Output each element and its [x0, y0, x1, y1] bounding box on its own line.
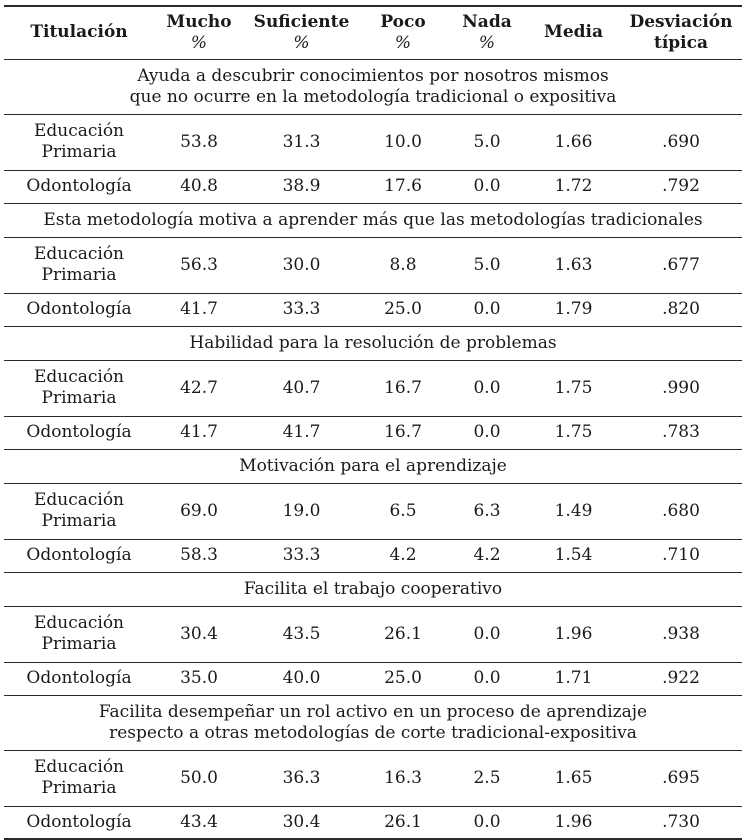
cell-media: 1.71: [527, 662, 620, 695]
header-nada: Nada %: [447, 6, 527, 59]
cell-poco: 4.2: [359, 539, 447, 572]
cell-mucho: 69.0: [154, 483, 244, 539]
header-mucho: Mucho %: [154, 6, 244, 59]
cell-titulacion: Odontología: [4, 170, 154, 203]
cell-mucho: 50.0: [154, 750, 244, 806]
cell-poco: 16.3: [359, 750, 447, 806]
cell-nada: 5.0: [447, 237, 527, 293]
header-desviacion: Desviación típica: [620, 6, 742, 59]
header-media: Media: [527, 6, 620, 59]
table-row: [4, 539, 742, 572]
cell-nada: 0.0: [447, 293, 527, 326]
cell-media: 1.75: [527, 360, 620, 416]
cell-media: 1.75: [527, 416, 620, 449]
header-titulacion: Titulación: [4, 6, 154, 59]
cell-titulacion: Educación Primaria: [4, 750, 154, 806]
cell-media: 1.72: [527, 170, 620, 203]
cell-titulacion: Educación Primaria: [4, 483, 154, 539]
cell-nada: 5.0: [447, 114, 527, 170]
header-suficiente: Suficiente %: [244, 6, 359, 59]
cell-desviacion: .680: [620, 483, 742, 539]
cell-suficiente: 31.3: [244, 114, 359, 170]
cell-nada: 4.2: [447, 539, 527, 572]
percent-sign: %: [190, 32, 208, 53]
group-title: Facilita el trabajo cooperativo: [4, 572, 742, 606]
cell-media: 1.54: [527, 539, 620, 572]
cell-desviacion: .938: [620, 606, 742, 662]
table-row: [4, 237, 742, 293]
cell-suficiente: 41.7: [244, 416, 359, 449]
group-title: Habilidad para la resolución de problemas: [4, 326, 742, 360]
cell-suficiente: 40.0: [244, 662, 359, 695]
cell-poco: 17.6: [359, 170, 447, 203]
cell-titulacion: Educación Primaria: [4, 606, 154, 662]
cell-mucho: 53.8: [154, 114, 244, 170]
cell-suficiente: 38.9: [244, 170, 359, 203]
cell-mucho: 42.7: [154, 360, 244, 416]
table-row: [4, 416, 742, 449]
table-row: [4, 114, 742, 170]
results-table: [4, 5, 742, 840]
cell-suficiente: 33.3: [244, 539, 359, 572]
percent-sign: %: [293, 32, 310, 53]
header-poco: Poco %: [359, 6, 447, 59]
cell-media: 1.96: [527, 606, 620, 662]
table-row: [4, 483, 742, 539]
group-title-row: [4, 695, 742, 750]
cell-titulacion: Educación Primaria: [4, 237, 154, 293]
cell-suficiente: 33.3: [244, 293, 359, 326]
group-title-row: [4, 326, 742, 360]
cell-suficiente: 36.3: [244, 750, 359, 806]
cell-titulacion: Odontología: [4, 806, 154, 839]
table-row: [4, 170, 742, 203]
group-title-row: [4, 572, 742, 606]
cell-titulacion: Odontología: [4, 293, 154, 326]
cell-desviacion: .695: [620, 750, 742, 806]
cell-suficiente: 43.5: [244, 606, 359, 662]
cell-titulacion: Educación Primaria: [4, 360, 154, 416]
cell-desviacion: .710: [620, 539, 742, 572]
percent-sign: %: [478, 32, 496, 53]
cell-mucho: 41.7: [154, 416, 244, 449]
cell-mucho: 35.0: [154, 662, 244, 695]
cell-mucho: 56.3: [154, 237, 244, 293]
cell-poco: 16.7: [359, 360, 447, 416]
percent-sign: %: [394, 32, 412, 53]
cell-desviacion: .922: [620, 662, 742, 695]
table-header: [4, 6, 742, 59]
cell-mucho: 30.4: [154, 606, 244, 662]
cell-poco: 25.0: [359, 662, 447, 695]
cell-media: 1.79: [527, 293, 620, 326]
cell-mucho: 58.3: [154, 539, 244, 572]
cell-desviacion: .783: [620, 416, 742, 449]
cell-poco: 26.1: [359, 606, 447, 662]
cell-mucho: 43.4: [154, 806, 244, 839]
group-title-row: [4, 449, 742, 483]
cell-media: 1.63: [527, 237, 620, 293]
cell-desviacion: .820: [620, 293, 742, 326]
cell-media: 1.96: [527, 806, 620, 839]
cell-poco: 25.0: [359, 293, 447, 326]
cell-poco: 10.0: [359, 114, 447, 170]
cell-poco: 16.7: [359, 416, 447, 449]
cell-suficiente: 30.4: [244, 806, 359, 839]
cell-mucho: 41.7: [154, 293, 244, 326]
cell-desviacion: .690: [620, 114, 742, 170]
group-title: Facilita desempeñar un rol activo en un proceso de aprendizaje respecto a otras metodologías de corte tradicional-expositiva: [4, 695, 742, 750]
table-body: [4, 59, 742, 839]
table-row: [4, 662, 742, 695]
cell-poco: 26.1: [359, 806, 447, 839]
table-row: [4, 806, 742, 839]
cell-titulacion: Odontología: [4, 662, 154, 695]
cell-suficiente: 30.0: [244, 237, 359, 293]
cell-suficiente: 40.7: [244, 360, 359, 416]
cell-nada: 0.0: [447, 170, 527, 203]
group-title: Esta metodología motiva a aprender más que las metodologías tradicionales: [4, 203, 742, 237]
group-title: Ayuda a descubrir conocimientos por nosotros mismos que no ocurre en la metodología tradicional o expositiva: [4, 59, 742, 114]
cell-nada: 0.0: [447, 806, 527, 839]
cell-desviacion: .730: [620, 806, 742, 839]
cell-titulacion: Odontología: [4, 539, 154, 572]
group-title-row: [4, 59, 742, 114]
table-row: [4, 360, 742, 416]
cell-desviacion: .792: [620, 170, 742, 203]
cell-titulacion: Educación Primaria: [4, 114, 154, 170]
cell-poco: 8.8: [359, 237, 447, 293]
group-title: Motivación para el aprendizaje: [4, 449, 742, 483]
cell-titulacion: Odontología: [4, 416, 154, 449]
table-row: [4, 293, 742, 326]
cell-nada: 0.0: [447, 360, 527, 416]
cell-nada: 0.0: [447, 662, 527, 695]
header-row: [4, 6, 742, 59]
cell-desviacion: .990: [620, 360, 742, 416]
cell-media: 1.66: [527, 114, 620, 170]
cell-nada: 2.5: [447, 750, 527, 806]
cell-nada: 0.0: [447, 416, 527, 449]
cell-media: 1.49: [527, 483, 620, 539]
table-row: [4, 606, 742, 662]
cell-suficiente: 19.0: [244, 483, 359, 539]
cell-desviacion: .677: [620, 237, 742, 293]
cell-media: 1.65: [527, 750, 620, 806]
cell-nada: 0.0: [447, 606, 527, 662]
cell-poco: 6.5: [359, 483, 447, 539]
group-title-row: [4, 203, 742, 237]
cell-nada: 6.3: [447, 483, 527, 539]
table-row: [4, 750, 742, 806]
cell-mucho: 40.8: [154, 170, 244, 203]
